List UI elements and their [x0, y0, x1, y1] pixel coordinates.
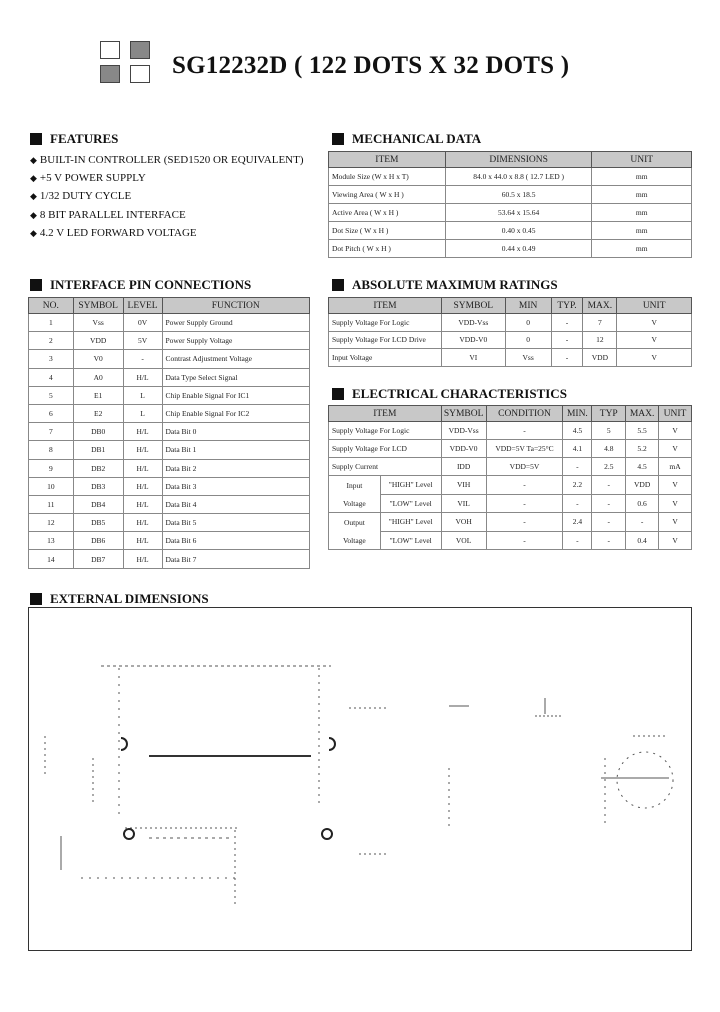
feature-item: ◆ 1/32 DUTY CYCLE: [30, 190, 132, 203]
table-row: Output "HIGH" Level VOH - 2.4 - - V: [329, 513, 692, 532]
table-row: 9 DB2 H/L Data Bit 2: [29, 459, 310, 477]
section-square-icon: [30, 279, 42, 291]
features-heading: [30, 131, 118, 147]
mechanical-table: ITEM DIMENSIONS UNIT Module Size (W x H x T) 84.0 x 44.0 x 8.8 ( 12.7 LED ) mm Viewing Area ( W x H ) 60.5 x 18.5 mm Active Area ( W x H ) 53.64 x 15.64 mm Dot Size ( W x H ) 0.40 x 0.45 mm Dot Pitch ( W x H ) 0.44 x 0.49 mm: [328, 151, 692, 258]
electrical-heading: ELECTRICAL CHARACTERISTICS: [332, 386, 567, 402]
diamond-bullet-icon: ◆: [30, 173, 37, 184]
external-dimensions-drawing: [28, 607, 692, 951]
features-list: [30, 151, 304, 242]
table-row: 11 DB4 H/L Data Bit 4: [29, 495, 310, 513]
table-row: Supply Voltage For LCD VDD-V0 VDD=5V Ta=25°C 4.1 4.8 5.2 V: [329, 440, 692, 458]
table-row: 1 Vss 0V Power Supply Ground: [29, 314, 310, 332]
table-row: Input "HIGH" Level VIH - 2.2 - VDD V: [329, 476, 692, 495]
section-square-icon: [332, 388, 344, 400]
dimension-drawing: [29, 608, 691, 950]
interface-pin-table: NO. SYMBOL LEVEL FUNCTION 1 Vss 0V Power Supply Ground 2 VDD 5V Power Supply Voltage 3 V0 - Contrast Adjustment Voltage 4 A0 H/L Data Type Select Signal 5 E1 L Chip Enable Signal For IC1 6 E2 L Chip Enable Signal For IC2 7 DB0 H/L Data Bit 0 8 DB1 H/L Data Bit 1 9 DB2 H/L Data Bit 2 10 DB3 H/L Data Bit 3 11 DB4 H/L Data Bit 4 12 DB5 H/L Data Bit 5 13 DB6 H/L Data Bit 6 14 DB7 H/L Data Bit 7: [28, 297, 310, 569]
table-row: 14 DB7 H/L Data Bit 7: [29, 550, 310, 568]
interface-heading: INTERFACE PIN CONNECTIONS: [30, 277, 251, 293]
table-row: Supply Voltage For Logic VDD-Vss 0 - 7 V: [329, 314, 692, 332]
section-square-icon: [30, 133, 42, 145]
electrical-table: ITEM SYMBOL CONDITION MIN. TYP MAX. UNIT Supply Voltage For Logic VDD-Vss - 4.5 5 5.5 V Supply Voltage For LCD VDD-V0 VDD=5V Ta=25°C 4.1 4.8 5.2 V Supply Current IDD VDD=5V - 2.5 4.5 mA Input "HIGH" Level VIH - 2.2 - VDD V Voltage "LOW" Level VIL - - - 0.6 V Output "HIGH" Level VOH - 2.4 - - V Voltage "LOW" Level VOL - - - 0.4 V: [328, 405, 692, 550]
table-row: 3 V0 - Contrast Adjustment Voltage: [29, 350, 310, 368]
section-square-icon: [332, 279, 344, 291]
table-row: Input Voltage VI Vss - VDD V: [329, 349, 692, 367]
absolute-heading: ABSOLUTE MAXIMUM RATINGS: [332, 277, 558, 293]
table-row: Dot Size ( W x H ) 0.40 x 0.45 mm: [329, 222, 692, 240]
table-row: Active Area ( W x H ) 53.64 x 15.64 mm: [329, 204, 692, 222]
absolute-ratings-table: ITEM SYMBOL MIN TYP. MAX. UNIT Supply Voltage For Logic VDD-Vss 0 - 7 V Supply Voltage For LCD Drive VDD-V0 0 - 12 V Input Voltage VI Vss - VDD V: [328, 297, 692, 367]
feature-item: ◆ 8 BIT PARALLEL INTERFACE: [30, 208, 186, 221]
table-row: Supply Current IDD VDD=5V - 2.5 4.5 mA: [329, 458, 692, 476]
features-heading-text: FEATURES: [50, 131, 119, 146]
table-row: 8 DB1 H/L Data Bit 1: [29, 441, 310, 459]
section-square-icon: [30, 593, 42, 605]
diamond-bullet-icon: ◆: [30, 191, 37, 202]
table-row: 4 A0 H/L Data Type Select Signal: [29, 368, 310, 386]
table-row: Supply Voltage For Logic VDD-Vss - 4.5 5 5.5 V: [329, 422, 692, 440]
table-row: 10 DB3 H/L Data Bit 3: [29, 477, 310, 495]
feature-item: ◆ 4.2 V LED FORWARD VOLTAGE: [30, 226, 197, 239]
diamond-bullet-icon: ◆: [30, 227, 37, 238]
diamond-bullet-icon: ◆: [30, 155, 37, 165]
table-row: 6 E2 L Chip Enable Signal For IC2: [29, 404, 310, 422]
table-row: 12 DB5 H/L Data Bit 5: [29, 514, 310, 532]
table-row: 2 VDD 5V Power Supply Voltage: [29, 332, 310, 350]
mechanical-heading: MECHANICAL DATA: [332, 131, 481, 147]
table-row: Voltage "LOW" Level VIL - - - 0.6 V: [329, 494, 692, 513]
table-row: Voltage "LOW" Level VOL - - - 0.4 V: [329, 531, 692, 550]
external-heading: EXTERNAL DIMENSIONS: [30, 591, 209, 607]
table-row: 13 DB6 H/L Data Bit 6: [29, 532, 310, 550]
table-row: Dot Pitch ( W x H ) 0.44 x 0.49 mm: [329, 240, 692, 258]
page-title: SG12232D ( 122 DOTS X 32 DOTS ): [172, 52, 570, 79]
diamond-bullet-icon: ◆: [30, 209, 37, 220]
section-square-icon: [332, 133, 344, 145]
table-row: Viewing Area ( W x H ) 60.5 x 18.5 mm: [329, 186, 692, 204]
table-row: Supply Voltage For LCD Drive VDD-V0 0 - 12 V: [329, 331, 692, 349]
feature-item: ◆ +5 V POWER SUPPLY: [30, 172, 146, 185]
company-logo: [100, 41, 152, 85]
table-row: 5 E1 L Chip Enable Signal For IC1: [29, 386, 310, 404]
table-row: 7 DB0 H/L Data Bit 0: [29, 423, 310, 441]
feature-item: ◆ BUILT-IN CONTROLLER (SED1520 OR EQUIVALENT): [30, 154, 304, 166]
table-row: Module Size (W x H x T) 84.0 x 44.0 x 8.8 ( 12.7 LED ) mm: [329, 168, 692, 186]
